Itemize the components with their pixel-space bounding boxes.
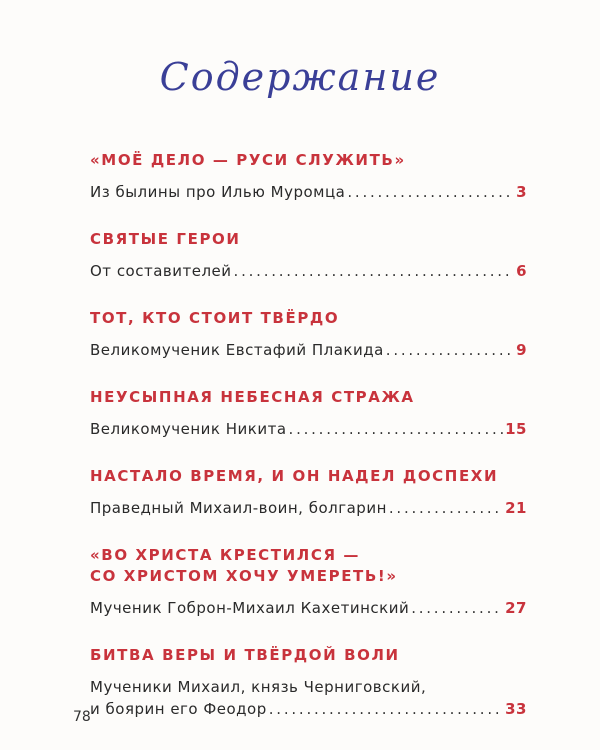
page-number: 33 xyxy=(505,700,527,718)
toc-entry[interactable] xyxy=(90,339,527,361)
entry-text: Великомученик Евстафий Плакида xyxy=(90,341,384,359)
entry-text: Из былины про Илью Муромца xyxy=(90,183,346,201)
page-number: 21 xyxy=(505,499,527,517)
dot-leader xyxy=(347,181,514,203)
section-heading[interactable]: СВЯТЫЕ ГЕРОИ xyxy=(90,230,241,248)
entry-text: Мученик Гоброн-Михаил Кахетинский xyxy=(90,599,410,617)
toc-entry[interactable] xyxy=(90,698,527,720)
dot-leader xyxy=(386,339,514,361)
entry-text: и боярин его Феодор xyxy=(90,700,267,718)
section-heading[interactable]: БИТВА ВЕРЫ И ТВЁРДОЙ ВОЛИ xyxy=(90,646,400,664)
dot-leader xyxy=(289,418,504,440)
entry-text: Мученики Михаил, князь Черниговский, xyxy=(90,678,427,696)
toc-entry[interactable] xyxy=(90,497,527,519)
dot-leader xyxy=(269,698,503,720)
page-title: Содержание xyxy=(159,55,441,99)
toc-entry[interactable] xyxy=(90,260,527,282)
entry-text: Праведный Михаил-воин, болгарин xyxy=(90,499,387,517)
folio-page-number: 78 xyxy=(73,709,91,725)
toc-section xyxy=(90,229,527,282)
toc-section xyxy=(90,387,527,440)
dot-leader xyxy=(411,597,503,619)
toc-section xyxy=(90,545,527,619)
section-heading[interactable]: «ВО ХРИСТА КРЕСТИЛСЯ — СО ХРИСТОМ ХОЧУ УМЕРЕТЬ!» xyxy=(90,546,398,585)
section-heading[interactable]: НЕУСЫПНАЯ НЕБЕСНАЯ СТРАЖА xyxy=(90,388,415,406)
section-heading[interactable]: ТОТ, КТО СТОИТ ТВЁРДО xyxy=(90,309,340,327)
page-number: 6 xyxy=(516,262,527,280)
toc-section xyxy=(90,645,527,720)
entry-text: Великомученик Никита xyxy=(90,420,287,438)
page-number: 27 xyxy=(505,599,527,617)
toc-section xyxy=(90,308,527,361)
entry-text: От составителей xyxy=(90,262,232,280)
page-number: 15 xyxy=(505,420,527,438)
toc-entry[interactable] xyxy=(90,181,527,203)
toc-entry[interactable] xyxy=(90,418,527,440)
section-heading[interactable]: НАСТАЛО ВРЕМЯ, И ОН НАДЕЛ ДОСПЕХИ xyxy=(90,467,499,485)
table-of-contents xyxy=(90,150,527,746)
dot-leader xyxy=(234,260,515,282)
toc-section xyxy=(90,466,527,519)
toc-entry[interactable] xyxy=(90,597,527,619)
toc-section xyxy=(90,150,527,203)
page-number: 9 xyxy=(516,341,527,359)
page-number: 3 xyxy=(516,183,527,201)
section-heading[interactable]: «МОЁ ДЕЛО — РУСИ СЛУЖИТЬ» xyxy=(90,151,406,169)
dot-leader xyxy=(389,497,503,519)
